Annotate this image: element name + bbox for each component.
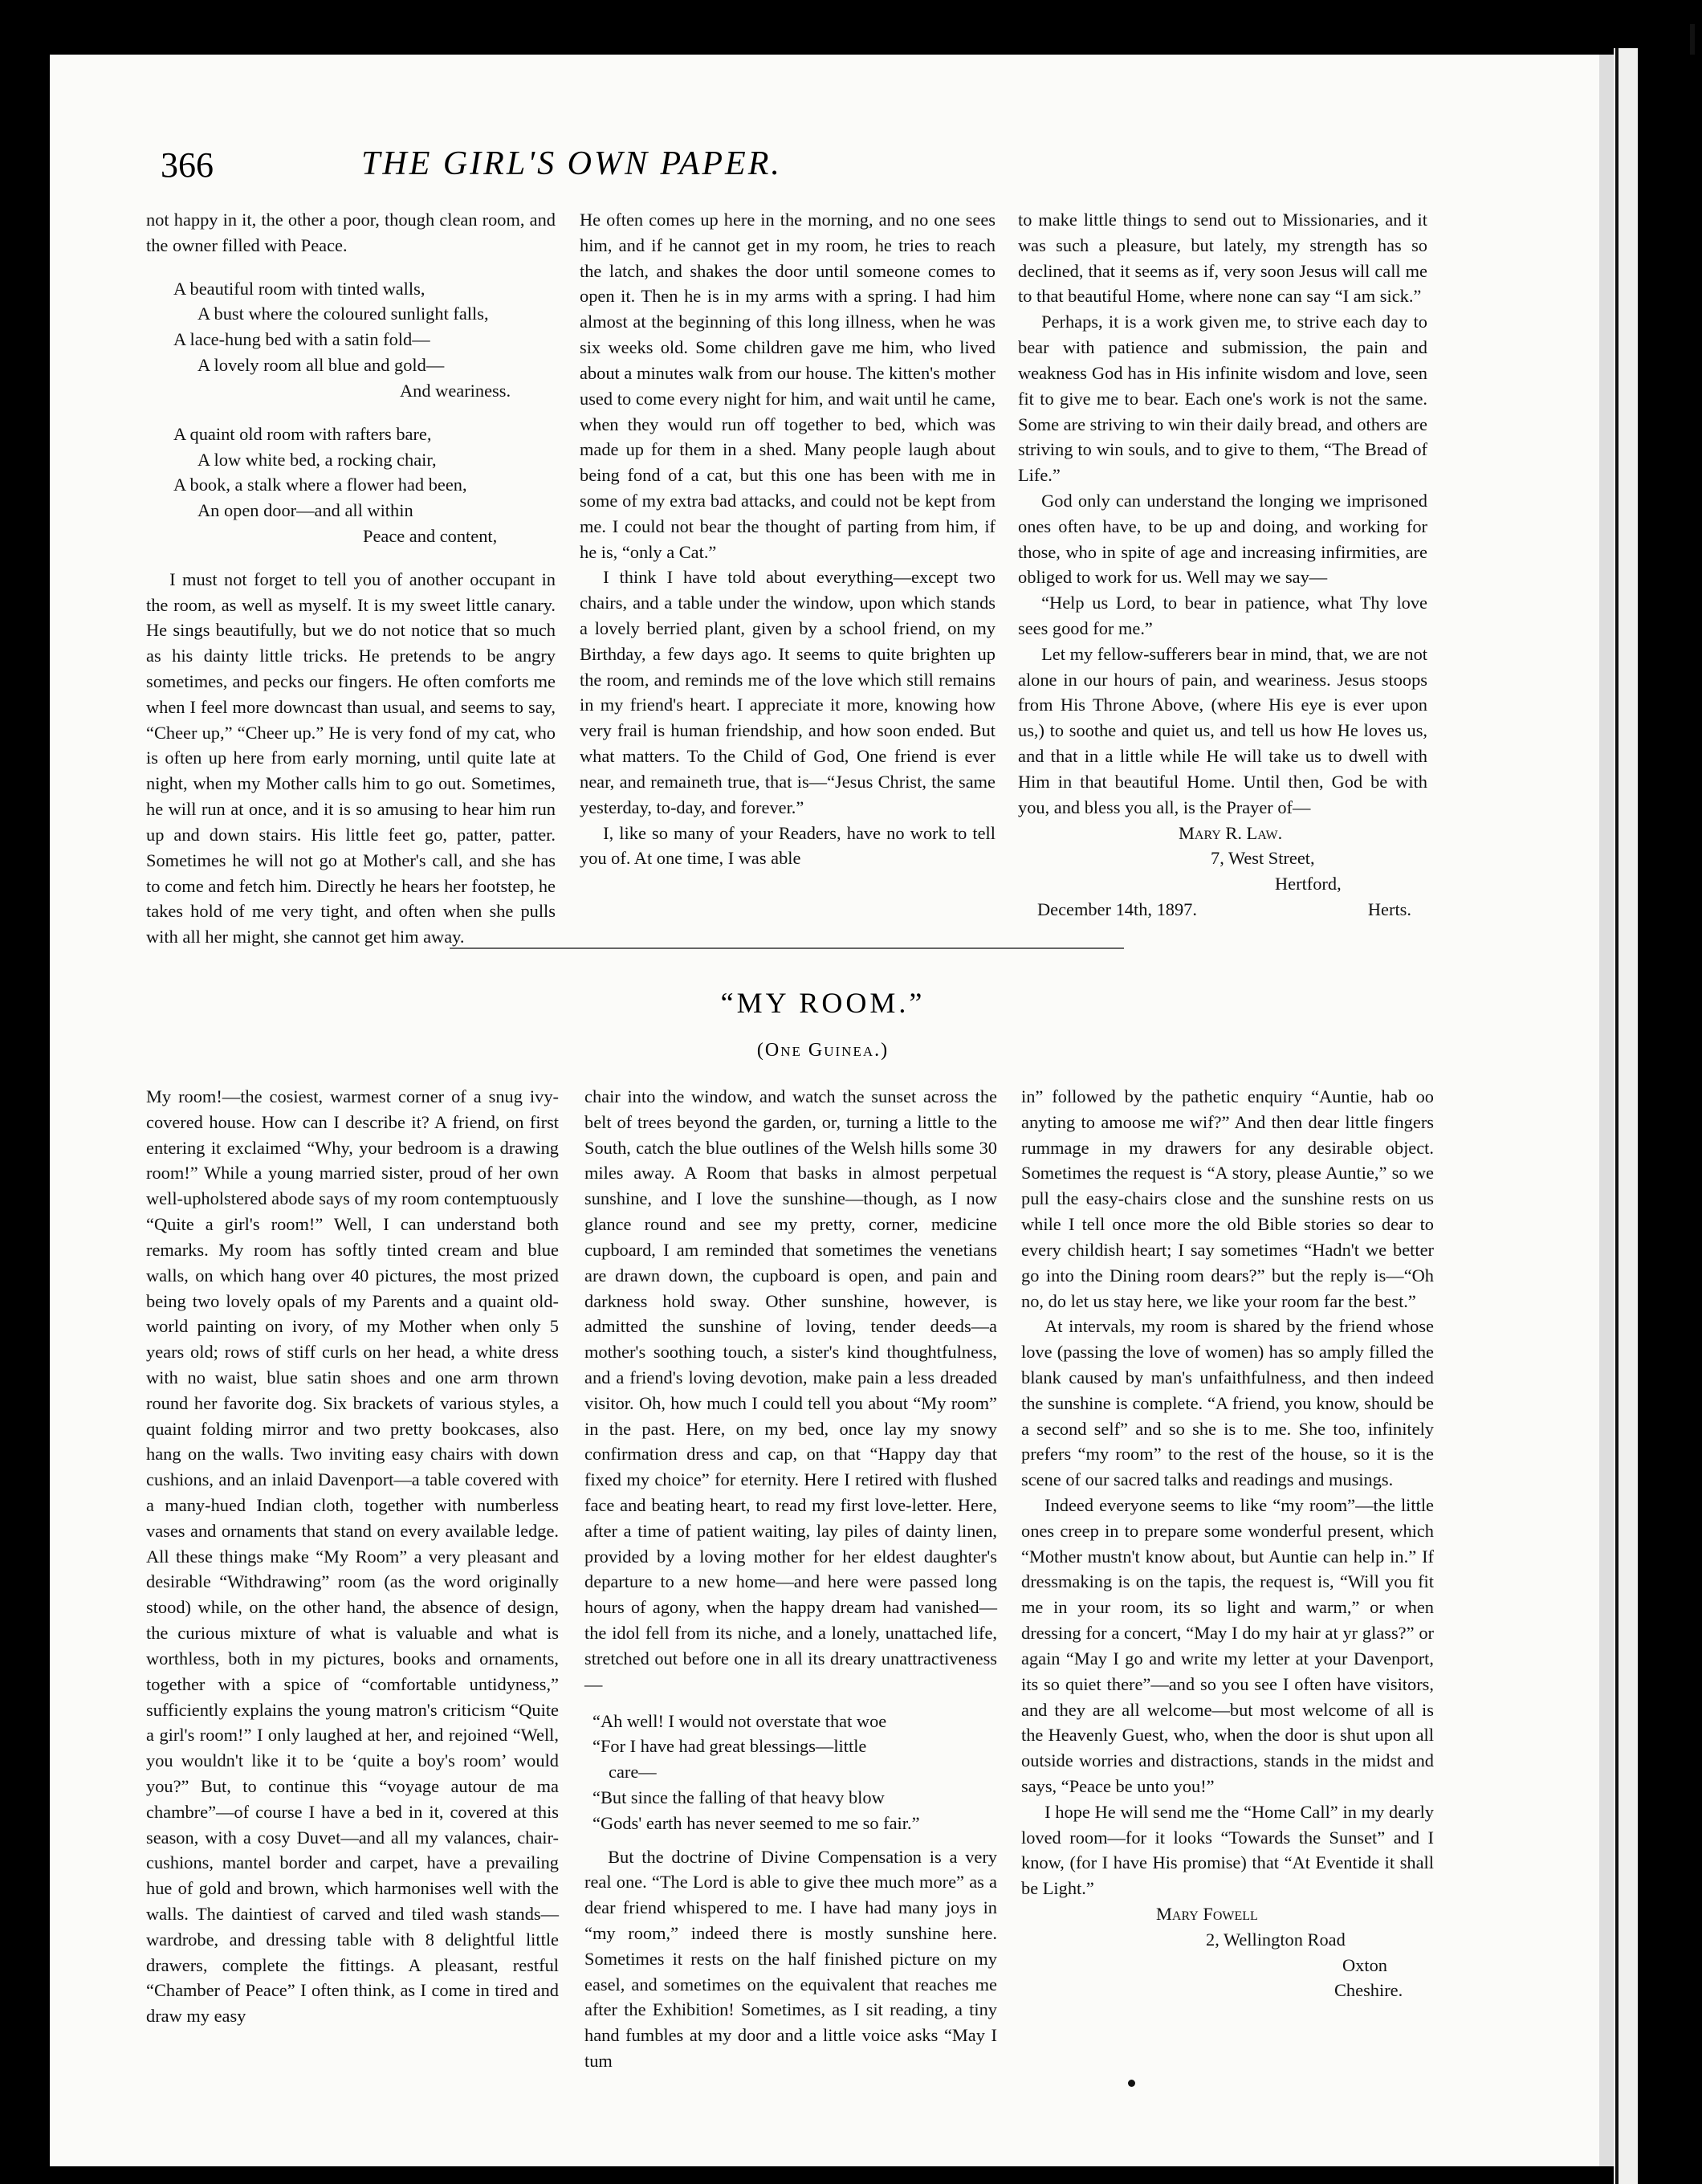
essay-column-1	[146, 1084, 559, 2029]
paragraph: to make little things to send out to Missionaries, and it was such a pleasure, but lately, my strength has so declined, that it seems as if, very soon Jesus will call me to that beautiful Home, where none can say “I am sick.”	[1018, 210, 1427, 307]
section-divider	[450, 947, 1124, 949]
letter-column-2	[580, 207, 996, 871]
signature-name: Mary Fowell	[1156, 1904, 1258, 1924]
article-title: “MY ROOM.”	[720, 987, 926, 1019]
poem-line: A low white bed, a rocking chair,	[197, 449, 437, 470]
paragraph: in” followed by the pathetic enquiry “Auntie, hab oo anyting to amoose me wif?” And then dear little fingers rummage in my drawers for any desirable object. Sometimes the request is “A story, please Auntie,” so we pull the easy-chairs close and the sunshine rests on us while I tell once more the old Bible stories so dear to every childish heart; I say sometimes “Hadn't we better go into the Dining room dears?” but the reply is—“Oh no, do let us stay here, we like your room far the best.”	[1021, 1086, 1434, 1311]
poem-line: And weariness.	[400, 380, 511, 401]
paragraph: My room!—the cosiest, warmest corner of a snug ivy-covered house. How can I describe it? A friend, on first entering it exclaimed “Why, your bedroom is a drawing room!” While a young married sister, proud of her own well-upholstered abode says of my room contemptuously “Quite a girl's room!” Well, I can understand both remarks. My room has softly tinted cream and blue walls, on which hang over 40 pictures, the most prized being two lovely opals of my Parents and a quaint old-world painting on ivory, of my Mother when only 5 years old; rows of stiff curls on her head, a white dress with no waist, blue satin shoes and one arm thrown round her favorite dog. Six brackets of various styles, a quaint folding mirror and two pretty bookcases, also hang on the walls. Two inviting easy chairs with down cushions, and an inlaid Davenport—a table covered with a many-hued Indian cloth, together with numberless vases and ornaments that stand on every available ledge. All these things make “My Room” a very pleasant and desirable “Withdrawing” room (as the word originally stood) while, on the other hand, the absence of design, the curious mixture of what is valuable and what is worthless, both in my pictures, books and ornaments, together with a spice of “comfortable untidyness,” sufficiently explains the young matron's criticism “Quite a girl's room!” I only laughed at her, and rejoined “Well, you wouldn't like it to be ‘quite a boy's room’ would you?” But, to continue this “voyage autour de ma chambre”—of course I have a bed in it, covered at this season, with a cosy Duvet—and all my valances, chair-cushions, mantel border and carpet, have a prevailing hue of gold and brown, which harmonises well with the walls. The daintiest of carved and tiled wash stands—wardrobe, and dressing table with 8 delightful little drawers, complete the fittings. A pleasant, restful “Chamber of Peace” I often think, as I come in tired and draw my easy	[146, 1086, 559, 2027]
signature-address: Hertford,	[1275, 874, 1342, 894]
paragraph: chair into the window, and watch the sunset across the belt of trees beyond the garden, or, turning a little to the South, catch the blue outlines of the Welsh hills some 30 miles away. A Room that basks in almost perpetual sunshine, and I love the sunshine—though, as I now glance round and see my pretty, corner, medicine cupboard, I am reminded that sometimes the venetians are drawn down, the cupboard is open, and pain and darkness hold sway. Other sunshine, however, is admitted the sunshine of loving, tender deeds—a mother's soothing touch, a sister's kind thoughtfulness, and a friend's loving devotion, make pain a less dreaded visitor. Oh, how much I could tell you about “My room” in the past. Here, on my bed, once lay my snowy confirmation dress and cap, on that “Happy day that fixed my choice” for eternity. Here I retired with flushed face and beating heart, to read my first love-letter. Here, after a time of patient waiting, lay piles of dainty linen, provided by a loving mother for her eldest daughter's departure to a new home—and here were passed long hours of agony, when the happy dream had vanished—the idol fell from its niche, and a lonely, unattached life, stretched out before one in all its dreary unattractiveness—	[584, 1086, 997, 1694]
signature-date-line	[1018, 897, 1427, 923]
poem-line: A beautiful room with tinted walls,	[173, 278, 426, 299]
poem-line: “For I have had great blessings—little	[592, 1736, 867, 1757]
signature-address: 7, West Street,	[1211, 848, 1315, 869]
essay-column-2	[584, 1084, 997, 2074]
signature-date: December 14th, 1897.	[1037, 898, 1197, 919]
essay-column-3	[1021, 1084, 1434, 2003]
poem-line: “Gods' earth has never seemed to me so fair.”	[592, 1812, 920, 1833]
poem-line: A book, a stalk where a flower had been,	[173, 475, 467, 495]
poem-line: A lovely room all blue and gold—	[197, 355, 445, 376]
paragraph: I must not forget to tell you of another occupant in the room, as well as myself. It is my sweet little canary. He sings beautifully, but we do not notice that so much as his dainty little tricks. He pretends to be angry sometimes, and pecks our fingers. He often comforts me when I feel more downcast than usual, and seems to say, “Cheer up,” “Cheer up.” He is very fond of my cat, who is often up here from early morning, until quite late at night, when my Mother calls him to go out. Sometimes, he will run at once, and it is so amusing to hear him run up and down stairs. His little feet go, patter, patter. Sometimes he will not go at Mother's call, and she has to come and fetch him. Directly he hears her footstep, he takes hold of me very tight, and often when she pulls with all her might, she cannot get him away.	[146, 568, 556, 947]
binding-spine	[1599, 55, 1614, 2166]
signature-name: Mary R. Law.	[1179, 822, 1283, 843]
signature-address: Oxton	[1342, 1954, 1387, 1975]
paragraph: I, like so many of your Readers, have no work to tell you of. At one time, I was able	[580, 822, 996, 869]
poem-line: An open door—and all within	[197, 500, 413, 521]
page-edge-line	[1615, 48, 1619, 2184]
printer-mark	[1128, 2080, 1135, 2087]
poem-line: A bust where the coloured sunlight falls,	[197, 304, 489, 324]
page-number: 366	[161, 145, 214, 185]
paragraph: not happy in it, the other a poor, though clean room, and the owner filled with Peace.	[146, 210, 556, 255]
signature-county: Herts.	[1367, 898, 1411, 919]
paragraph: God only can understand the longing we imprisoned ones often have, to be up and doing, and working for those, who in spite of age and increasing infirmities, are obliged to work for us. Well may we say—	[1018, 490, 1427, 588]
poem-line: A quaint old room with rafters bare,	[173, 423, 432, 444]
paragraph: He often comes up here in the morning, and no one sees him, and if he cannot get in my room, he tries to reach the latch, and shakes the door until someone comes to open it. Then he is in my arms with a spring. I had him almost at the beginning of this long illness, when he was six weeks old. Some children gave me him, who lived about a minutes walk from our house. The kitten's mother used to come every night for him, and wait until he came, when they would run off together to bed, which was made up for them in a shed. Many people laugh about being fond of a cat, but this one has been with me in some of my extra bad attacks, and could not be kept from me. I could not bear the thought of parting from him, if he is, “only a Cat.”	[580, 210, 996, 562]
paragraph: I hope He will send me the “Home Call” in my dearly loved room—for it looks “Towards the Sunset” and I know, (for I have His promise) that “At Eventide it shall be Light.”	[1021, 1801, 1434, 1899]
poem-line: A lace-hung bed with a satin fold—	[173, 329, 430, 350]
letter-column-3	[1018, 207, 1427, 923]
paragraph: Let my fellow-sufferers bear in mind, that, we are not alone in our hours of pain, and weariness. Jesus stoops from His Throne Above, (where His eye is ever upon us,) to soothe and quiet us, and tell us how He loves us, and that in a little while He will take us to dwell with Him in that beautiful Home. Until then, God be with you, and bless you all, is the Prayer of—	[1018, 643, 1427, 817]
paragraph: But the doctrine of Divine Compensation is a very real one. “The Lord is able to give thee much more” as a dear friend whispered to me. I have had many joys in “my room,” indeed there is mostly sunshine here. Sometimes it rests on the half finished picture on my easel, and sometimes on the equivalent that reaches me after the Exhibition! Sometimes, as I sit reading, a tiny hand fumbles at my door and a little voice asks “May I tum	[584, 1846, 997, 2072]
publication-title: THE GIRL'S OWN PAPER.	[361, 145, 782, 182]
paragraph: “Help us Lord, to bear in patience, what Thy love sees good for me.”	[1018, 593, 1427, 638]
poem	[146, 276, 556, 549]
signature-address: 2, Wellington Road	[1206, 1929, 1346, 1950]
paragraph: Indeed everyone seems to like “my room”—the little ones creep in to prepare some wonderful present, which “Mother mustn't know about, but Auntie can help in.” If dressmaking is on the tapis, the request is, “Will you fit me in your room, its so light and warm,” or when dressing for a concert, “May I do my hair at yr glass?” or again “May I go and write my letter at your Davenport, its so quiet there”—and so you see I often have visitors, and they are all welcome—but most welcome of all is the Heavenly Guest, who, when the door is shut upon all outside worries and distractions, stands in the midst and says, “Peace be unto you!”	[1021, 1495, 1434, 1796]
poem	[584, 1709, 997, 1836]
running-header	[161, 120, 1020, 185]
scan-mark	[1690, 24, 1695, 55]
poem-line: Peace and content,	[363, 525, 498, 546]
article-subtitle: (One Guinea.)	[756, 1040, 890, 1061]
paragraph: Perhaps, it is a work given me, to strive each day to bear with patience and submission, the pain and weakness God has in His infinite wisdom and love, seen fit to give me to bear. Each one's work is not the same. Some are striving to win their daily bread, and others are striving to win souls, and to give to them, “The Bread of Life.”	[1018, 312, 1427, 486]
poem-line: “But since the falling of that heavy blow	[592, 1787, 885, 1807]
poem-line: care—	[609, 1762, 657, 1783]
paragraph: At intervals, my room is shared by the friend whose love (passing the love of women) has so amply filled the blank caused by man's unfaithfulness, and then indeed the sunshine is complete. “A friend, you know, should be a second self” and so she is to me. She too, infinitely prefers “my room” to the rest of the house, so it is the scene of our sacred talks and readings and musings.	[1021, 1316, 1434, 1490]
poem-line: “Ah well! I would not overstate that woe	[592, 1710, 887, 1731]
paragraph: I think I have told about everything—except two chairs, and a table under the window, upon which stands a lovely berried plant, given by a school friend, on my Birthday, a few days ago. It seems to quite brighten up the room, and reminds me of the love which still remains in my friend's heart. I appreciate it more, knowing how very frail is human friendship, and how soon ended. But what matters. To the Child of God, One friend is ever near, and remaineth true, that is—“Jesus Christ, the same yesterday, to-day, and forever.”	[580, 567, 996, 817]
letter-column-1	[146, 207, 556, 950]
signature-address: Cheshire.	[1334, 1980, 1403, 2001]
